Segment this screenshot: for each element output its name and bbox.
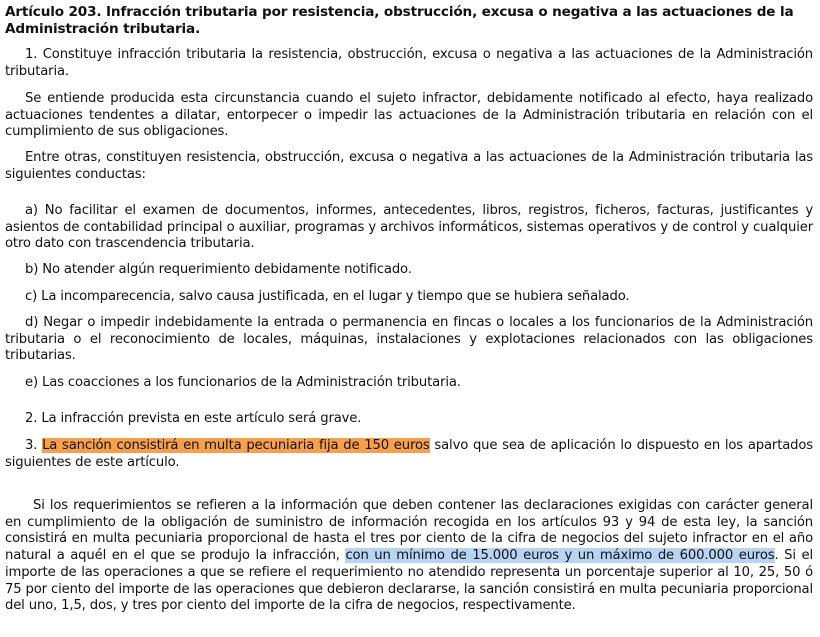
highlighted-fixed-fine[interactable]: La sanción consistirá en multa pecuniaria fija de 150 euros [42, 438, 430, 453]
paragraph-conducts-intro: Entre otras, constituyen resistencia, obstrucción, excusa o negativa a las actuaciones de la Administración tributaria las siguientes conductas: [5, 150, 813, 182]
final-paragraph-after: . Si el importe de las operaciones a que se refiere el requerimiento no atendido representa un porcentaje superior al 10, 25, 50 ó 75 por ciento del importe de las operaciones que debieron declararse, la sanción consistirá en multa pecuniaria proporcional del uno, 1,5, dos, y tres por ciento del importe de la cifra de negocios, respectivamente. [5, 548, 814, 614]
section-3-number: 3. [25, 438, 43, 453]
paragraph-1: 1. Constituye infracción tributaria la resistencia, obstrucción, excusa o negativa a las actuaciones de la Administración tributaria. [5, 47, 813, 79]
final-paragraph [5, 498, 813, 615]
conduct-a: a) No facilitar el examen de documentos, informes, antecedentes, libros, registros, ficheros, facturas, justificantes y asientos de contabilidad principal o auxiliar, programas y archivos informáticos, sistemas operativos y de control y cualquier otro dato con trascendencia tributaria. [5, 203, 813, 252]
conduct-d: d) Negar o impedir indebidamente la entrada o permanencia en fincas o locales a los funcionarios de la Administración tributaria o el reconocimiento de locales, máquinas, instalaciones y explotaciones relacionados con las obligaciones tributarias. [5, 315, 813, 364]
conduct-b: b) No atender algún requerimiento debidamente notificado. [25, 262, 412, 277]
conduct-c: c) La incomparecencia, salvo causa justificada, en el lugar y tiempo que se hubiera señalado. [25, 289, 630, 304]
section-3 [5, 438, 813, 471]
section-3-rest: salvo que sea de aplicación lo dispuesto en los apartados siguientes de este artículo. [5, 438, 813, 470]
final-paragraph-before: Si los requerimientos se refieren a la información que deben contener las declaraciones exigidas con carácter general en cumplimiento de la obligación de suministro de información recogida en los artículos 93 y 94 de esta ley, la sanción consistirá en multa pecuniaria proporcional de hasta el tres por ciento de la cifra de negocios del sujeto infractor en el año natural a aquél en el que se produjo la infracción, [5, 498, 813, 564]
conduct-e: e) Las coacciones a los funcionarios de la Administración tributaria. [25, 375, 461, 390]
selected-min-max-fine[interactable]: con un mínimo de 15.000 euros y un máximo de 600.000 euros [345, 548, 775, 564]
paragraph-circumstance: Se entiende producida esta circunstancia cuando el sujeto infractor, debidamente notificado al efecto, haya realizado actuaciones tendentes a dilatar, entorpecer o impedir las actuaciones de la Administración tributaria en relación con el cumplimiento de sus obligaciones. [5, 91, 813, 140]
section-2: 2. La infracción prevista en este artículo será grave. [25, 411, 362, 426]
article-title: Artículo 203. Infracción tributaria por resistencia, obstrucción, excusa o negativa a las actuaciones de la Administración tributaria. [5, 4, 794, 37]
